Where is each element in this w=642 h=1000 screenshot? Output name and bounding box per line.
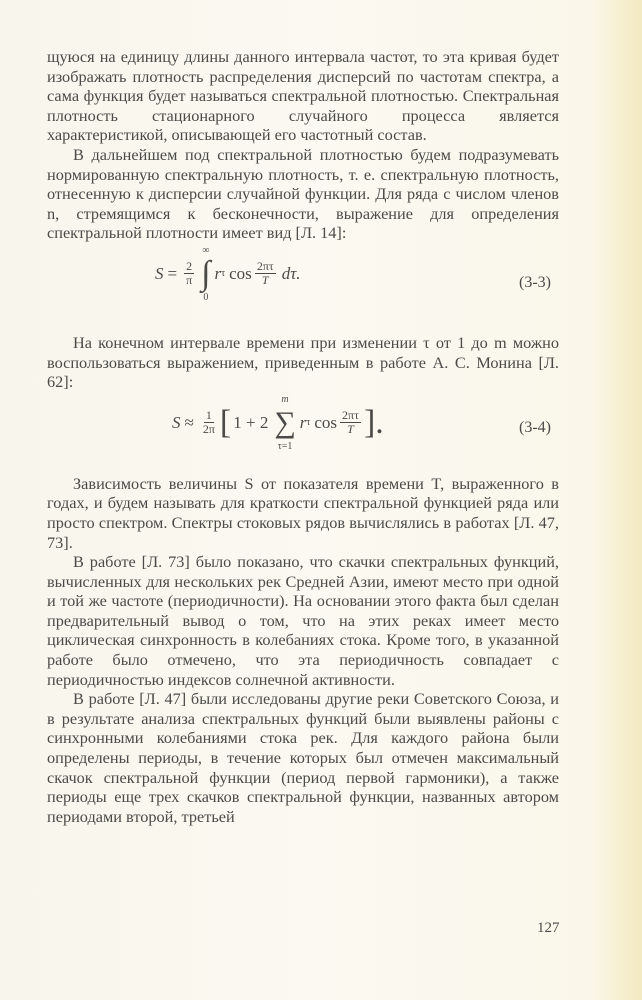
eq-lhs: S — [172, 412, 181, 432]
frac-denominator: 2π — [202, 422, 215, 437]
eq-function: cos — [314, 412, 338, 432]
frac-numerator: 1 — [205, 408, 212, 423]
paragraph-spectral-density-definition: В дальнейшем под спектральной плотностью будем подразумевать нормированную спектральную плотность, т. е. спектральную плотность, отнесенную к дисперсии случайной функции. Для ряда с числом членов n, стремящимся к бесконечности, выражение для определения спектральной плотности имеет вид [Л. 14]: — [47, 144, 559, 243]
frac-denominator: T — [261, 273, 269, 288]
paragraph-central-asia-rivers: В работе [Л. 73] было показано, что скачки спектральных функций, вычисленных для нескольких рек Средней Азии, имеют место при одной и той же частоте (периодичности). На основании этого факта был сделан предварительный вывод о том, что на этих реках имеет место циклическая синхронность в колебаниях стока. Кроме того, в указанной работе было отмечено, что эта периодичность совпадает с периодичностью индексов солнечной активности. — [47, 552, 559, 689]
eq-term: r — [214, 264, 222, 284]
equation-3-4 — [47, 394, 559, 472]
upper-limit: m — [281, 393, 289, 405]
sum-symbol: ∑ — [274, 405, 296, 439]
paragraph-spectrum-definition: Зависимость величины S от показателя времени T, выраженного в годах, и будем называть для краткости спектральной функцией ряда или просто спектром. Спектры стоковых рядов вычислялись в работах [Л. 47, 73]. — [47, 473, 559, 552]
equation-number: (3-4) — [519, 418, 551, 436]
page-number: 127 — [537, 920, 560, 936]
frac-numerator: 2 — [186, 259, 193, 274]
eq-coefficient — [184, 260, 194, 287]
eq-relation: = — [167, 264, 178, 284]
eq-prefix: 1 + 2 — [233, 412, 269, 432]
lower-limit: 0 — [203, 291, 209, 303]
equation-number: (3-3) — [519, 273, 551, 291]
eq-term-subscript: τ — [306, 416, 311, 428]
eq-coefficient — [201, 409, 217, 436]
eq-term: r — [299, 412, 307, 432]
integral-symbol: ∫ — [201, 254, 211, 292]
sum-sign — [274, 394, 295, 452]
frac-denominator: π — [186, 273, 193, 288]
eq-relation: ≈ — [184, 412, 194, 432]
frac-numerator: 2πτ — [342, 408, 359, 423]
eq-differential: dτ. — [281, 264, 301, 284]
eq-lhs: S — [155, 264, 164, 284]
book-page — [47, 47, 559, 826]
equation-body — [172, 394, 384, 452]
frac-denominator: T — [347, 422, 354, 437]
paragraph-soviet-rivers: В работе [Л. 47] были исследованы другие реки Советского Союза, и в результате анализа спектральных функций были выявлены районы с синхронными колебаниями стока рек. Для каждого района были определены периоды, в течение которых был отмечен максимальный скачок спектральной функции (период первой гармоники), а также периоды еще трех скачков спектральной функции, названных автором периодами второй, третьей — [47, 689, 559, 826]
eq-argument — [255, 260, 276, 287]
equation-body — [155, 245, 301, 303]
open-bracket: [ — [219, 403, 232, 441]
equation-3-3 — [47, 245, 559, 331]
upper-limit: ∞ — [202, 244, 210, 256]
integral-sign — [201, 245, 210, 303]
eq-term-subscript: τ — [221, 268, 226, 280]
eq-argument — [340, 409, 361, 436]
eq-function: cos — [229, 264, 252, 284]
paragraph-continuation: щуюся на единицу длины данного интервала частот, то эта кривая будет изображать плотность распределения дисперсий по частотам спектра, а сама функция будет называться спектральной плотностью. Спектральная плотность стационарного случайного процесса является характеристикой, описывающей его частотный состав. — [47, 47, 559, 145]
lower-limit: τ=1 — [277, 440, 293, 452]
paragraph-finite-interval: На конечном интервале времени при изменении τ от 1 до m можно воспользоваться выражением, приведенным в работе А. С. Монина [Л. 62]: — [47, 332, 559, 392]
close-bracket: ]. — [363, 403, 384, 441]
frac-numerator: 2πτ — [256, 259, 274, 274]
